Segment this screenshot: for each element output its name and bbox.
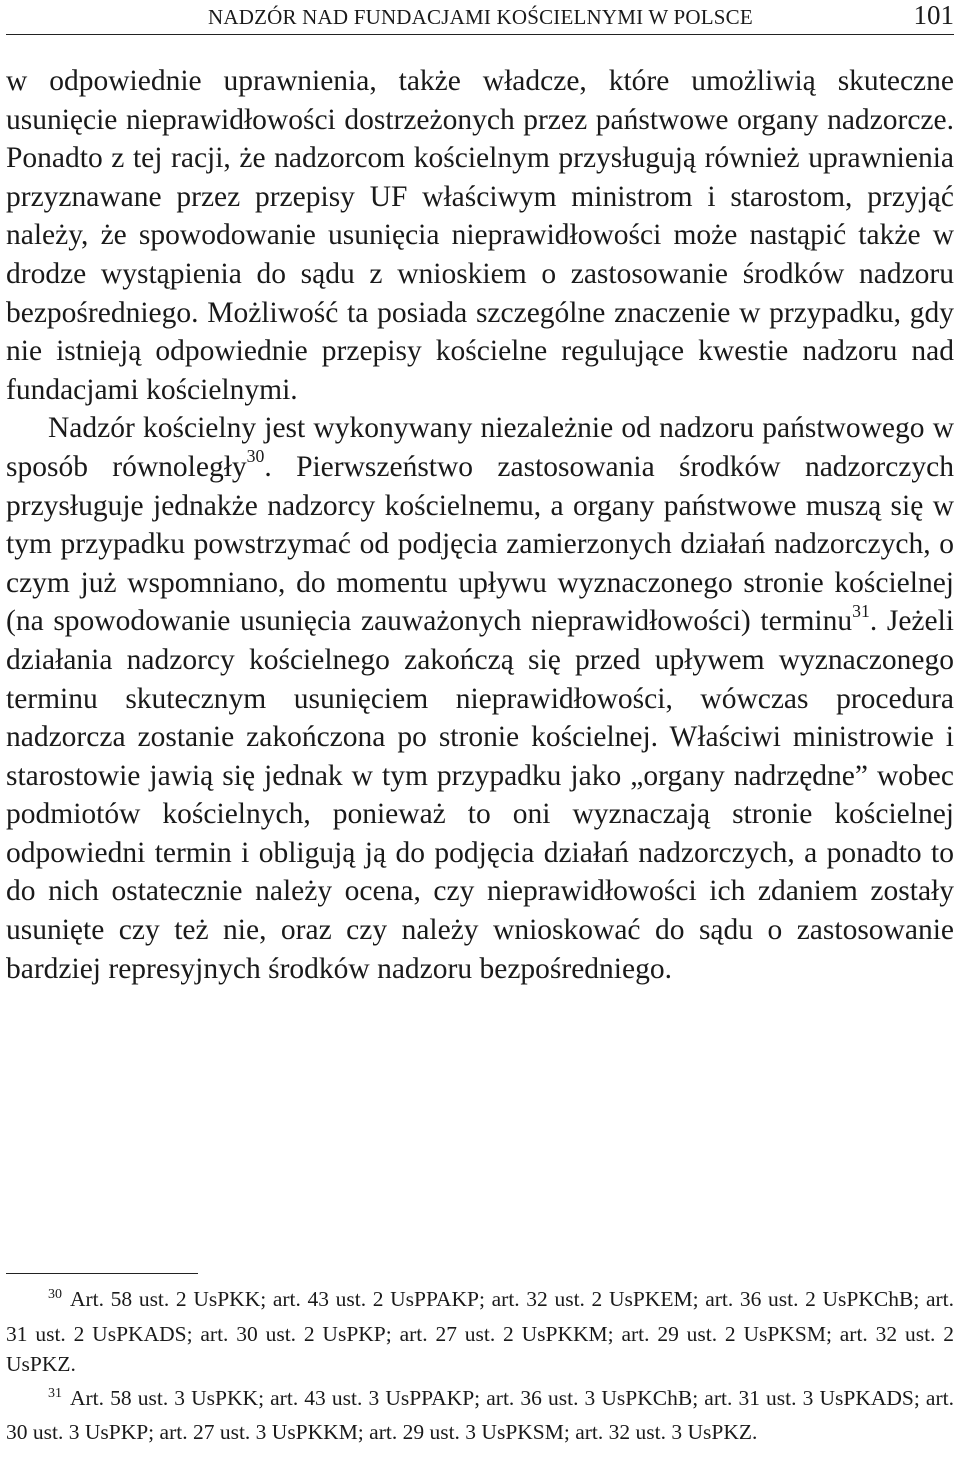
page-header bbox=[6, 0, 954, 35]
footnote-30 bbox=[6, 1284, 954, 1380]
paragraph-2 bbox=[6, 409, 954, 988]
footnotes bbox=[6, 1284, 954, 1448]
paragraph-2-part-c: . Jeżeli działania nadzorcy kościelnego zakończą się przed upływem wyznaczonego terminu skutecznym usunięciem nieprawidłowości, wówczas procedura nadzorcza zostanie zakończona po stronie kościelnej. Właściwi ministrowie i starostowie jawią się jednak w tym przypadku jako „organy nadrzędne” wobec podmiotów kościelnych, ponieważ to oni wyznaczają stronie kościelnej odpowiedni termin i obligują ją do podjęcia działań nadzorczych, a ponadto to do nich ostatecznie należy ocena, czy nieprawidłowości ich zdaniem zostały usunięte czy też nie, oraz czy należy wnioskować do sądu o zastosowanie bardziej represyjnych środków nadzoru bezpośredniego. bbox=[6, 605, 954, 985]
footnote-31 bbox=[6, 1383, 954, 1448]
footnote-text: Art. 58 ust. 2 UsPKK; art. 43 ust. 2 UsPPAKP; art. 32 ust. 2 UsPKEM; art. 36 ust. 2 UsPKChB; art. 31 ust. 2 UsPKADS; art. 30 ust. 2 UsPKP; art. 27 ust. 2 UsPKKM; art. 29 ust. 2 UsPKSM; art. 32 ust. 2 UsPKZ. bbox=[6, 1287, 954, 1377]
footnote-text: Art. 58 ust. 3 UsPKK; art. 43 ust. 3 UsPPAKP; art. 36 ust. 3 UsPKChB; art. 31 ust. 3 UsPKADS; art. 30 ust. 3 UsPKP; art. 27 ust. 3 UsPKKM; art. 29 ust. 3 UsPKSM; art. 32 ust. 3 UsPKZ. bbox=[6, 1385, 954, 1445]
paragraph-2-part-a: Nadzór kościelny jest wykonywany niezależnie od nadzoru państwowego w sposób równoległy bbox=[6, 412, 954, 483]
footnote-marker: 30 bbox=[48, 1287, 62, 1302]
main-text bbox=[6, 62, 954, 988]
footnote-ref-31[interactable]: 31 bbox=[852, 600, 870, 621]
page-number: 101 bbox=[913, 0, 954, 30]
footnote-marker: 31 bbox=[48, 1385, 62, 1401]
footnote-divider bbox=[6, 1273, 198, 1274]
paragraph-1: w odpowiednie uprawnienia, także władcze, które umożliwią skuteczne usunięcie nieprawidłowości dostrzeżonych przez państwowe organy nadzorcze. Ponadto z tej racji, że nadzorcom kościelnym przysługują również uprawnienia przyznawane przez przepisy UF właściwym ministrom i starostom, przyjąć należy, że spowodowanie usunięcia nieprawidłowości może nastąpić także w drodze wystąpienia do sądu z wnioskiem o zastosowanie środków nadzoru bezpośredniego. Możliwość ta posiada szczególne znaczenie w przypadku, gdy nie istnieją odpowiednie przepisy kościelne regulujące kwestie nadzoru nad fundacjami kościelnymi. bbox=[6, 65, 954, 406]
footnote-ref-30[interactable]: 30 bbox=[246, 446, 265, 467]
paragraph-2-part-b: . Pierwszeństwo zastosowania środków nadzorczych przysługuje jednakże nadzorcy kościelnemu, a organy państwowe muszą się w tym przypadku powstrzymać od podjęcia zamierzonych działań nadzorczych, o czym już wspomniano, do momentu upływu wyznaczonego stronie kościelnej (na spowodowanie usunięcia zauważonych nieprawidłowości) terminu bbox=[6, 450, 954, 638]
running-title: NADZÓR NAD FUNDACJAMI KOŚCIELNYMI W POLSCE bbox=[208, 5, 753, 29]
